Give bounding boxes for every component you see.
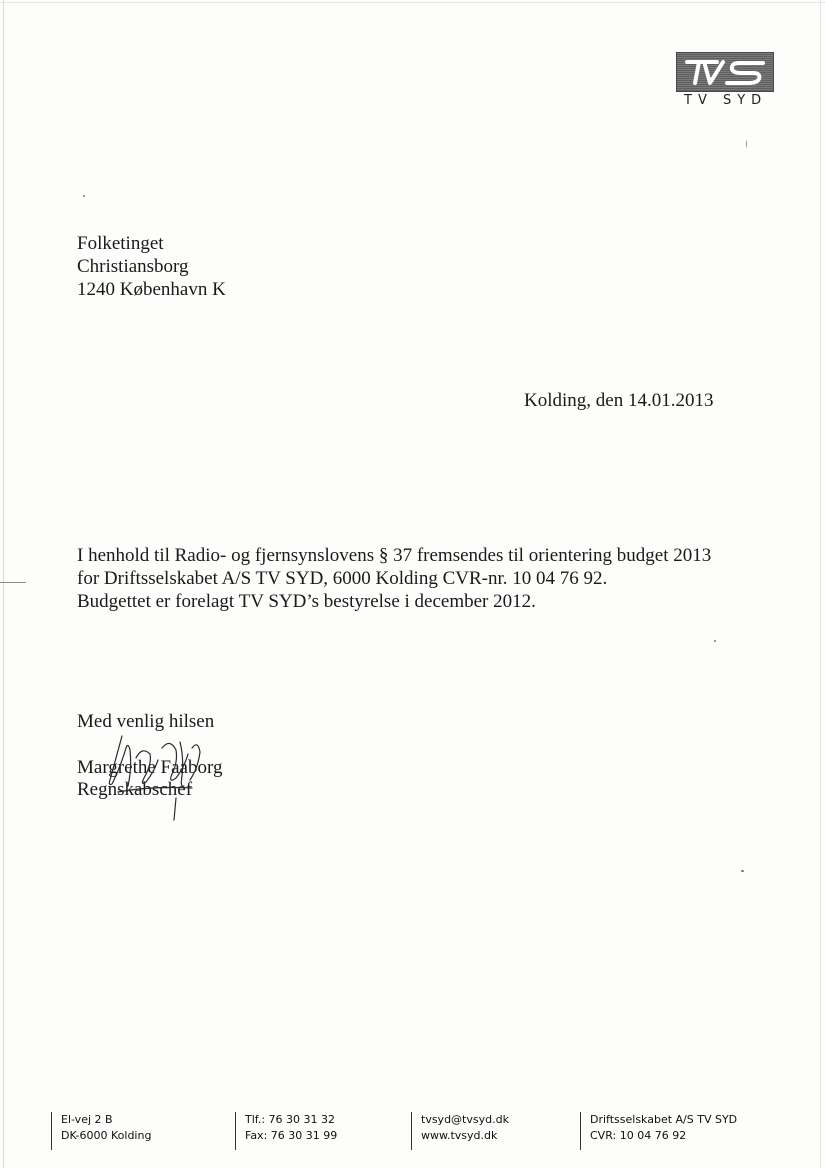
letter-body xyxy=(77,544,711,613)
signer-name: Margrethe Faaborg xyxy=(77,757,223,778)
closing-salutation: Med venlig hilsen xyxy=(77,711,215,732)
scan-speck xyxy=(746,140,747,148)
body-line: Budgettet er forelagt TV SYD’s bestyrelse i december 2012. xyxy=(77,591,536,612)
recipient-line: Folketinget xyxy=(77,233,164,254)
footer-company-name: Driftsselskabet A/S TV SYD xyxy=(590,1113,738,1126)
footer-address xyxy=(51,1112,151,1150)
letter-date: Kolding, den 14.01.2013 xyxy=(524,390,714,411)
footer-company-cvr: CVR: 10 04 76 92 xyxy=(590,1129,687,1142)
scan-speck xyxy=(741,870,744,872)
footer-phone-tel: Tlf.: 76 30 31 32 xyxy=(245,1113,336,1126)
body-line: I henhold til Radio- og fjernsynslovens § 37 fremsendes til orientering budget 2013 xyxy=(77,545,712,566)
footer-address-street: El-vej 2 B xyxy=(61,1113,113,1126)
logo-wordmark: TV SYD xyxy=(684,93,768,108)
tv-syd-logo xyxy=(676,52,772,112)
recipient-address xyxy=(77,232,226,301)
recipient-line: Christiansborg xyxy=(77,256,189,277)
scan-edge-left xyxy=(3,0,4,1168)
footer-address-city: DK-6000 Kolding xyxy=(61,1129,152,1142)
logo-mark xyxy=(676,52,774,92)
scan-speck xyxy=(83,195,85,197)
recipient-line: 1240 København K xyxy=(77,279,226,300)
body-line: for Driftsselskabet A/S TV SYD, 6000 Kolding CVR-nr. 10 04 76 92. xyxy=(77,568,608,589)
fold-mark xyxy=(0,582,26,583)
footer-website: www.tvsyd.dk xyxy=(421,1129,498,1142)
footer-phone-fax: Fax: 76 30 31 99 xyxy=(245,1129,338,1142)
footer-phone xyxy=(235,1112,337,1150)
scan-edge-right xyxy=(820,0,821,1168)
footer-email: tvsyd@tvsyd.dk xyxy=(421,1113,509,1126)
logo-tvs-icon xyxy=(677,53,773,91)
footer-web xyxy=(411,1112,509,1150)
scan-edge-top xyxy=(0,2,825,3)
signer-title: Regnskabschef xyxy=(77,779,193,800)
handwritten-signature xyxy=(80,728,240,828)
scan-speck xyxy=(714,640,716,642)
footer-company xyxy=(580,1112,737,1150)
